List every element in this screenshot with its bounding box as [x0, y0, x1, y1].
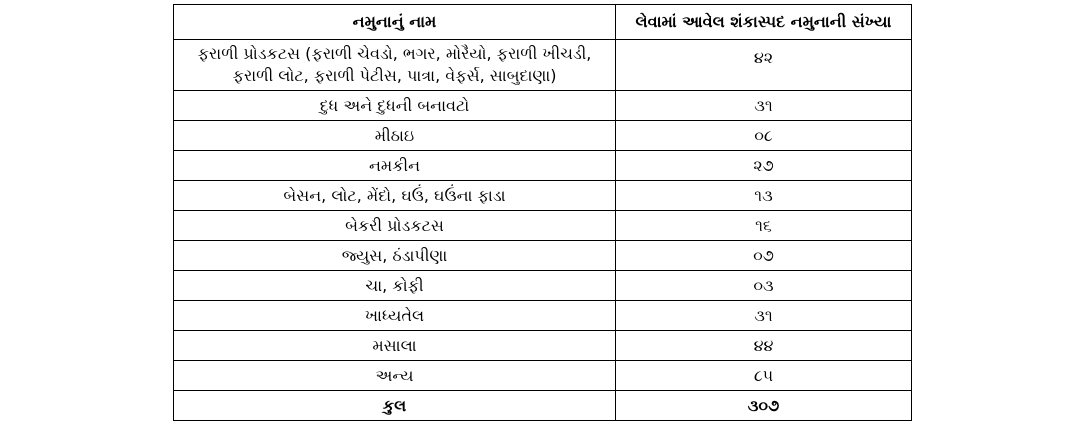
sample-count-cell: ૩૧ [616, 301, 912, 331]
table-row [174, 241, 912, 271]
sample-name-cell: બેકરી પ્રોડકટસ [174, 211, 616, 241]
table-row [174, 91, 912, 121]
total-label: કુલ [174, 391, 616, 421]
sample-name-cell: દુધ અને દુધની બનાવટો [174, 91, 616, 121]
sample-count-cell: ૧૬ [616, 211, 912, 241]
table-row [174, 361, 912, 391]
sample-count-cell: ૮૫ [616, 361, 912, 391]
table-row [174, 121, 912, 151]
sample-name-cell: ખાધ્યતેલ [174, 301, 616, 331]
sample-name-cell: નમકીન [174, 151, 616, 181]
table-row [174, 211, 912, 241]
sample-name-cell: અન્ય [174, 361, 616, 391]
sample-name-cell: જ્યુસ, ઠંડાપીણા [174, 241, 616, 271]
sample-name-cell: મસાલા [174, 331, 616, 361]
table-row [174, 181, 912, 211]
sample-count-cell: ૦૭ [616, 241, 912, 271]
sample-count-cell: ૦૩ [616, 271, 912, 301]
table-row [174, 271, 912, 301]
table-header-row [174, 5, 912, 40]
sample-count-cell: ૦૮ [616, 121, 912, 151]
table-row [174, 151, 912, 181]
sample-count-cell: ૪૪ [616, 331, 912, 361]
sample-count-cell: ૧૩ [616, 181, 912, 211]
sample-name-cell: બેસન, લોટ, મેંદો, ઘઉં, ઘઉંના ફાડા [174, 181, 616, 211]
sample-name-cell: ચા, કોફી [174, 271, 616, 301]
sample-count-cell: ૨૭ [616, 151, 912, 181]
total-row [174, 391, 912, 421]
sample-name-cell: મીઠાઇ [174, 121, 616, 151]
total-count: ૩૦૭ [616, 391, 912, 421]
table-row [174, 331, 912, 361]
table-row [174, 40, 912, 91]
table-row [174, 301, 912, 331]
sample-count-cell: ૩૧ [616, 91, 912, 121]
samples-table [173, 4, 912, 421]
sample-count-cell: ૪૨ [616, 40, 912, 91]
sample-name-cell: ફરાળી પ્રોડકટસ (ફરાળી ચેવડો, ભગર, મોરૈયો, ફરાળી ખીચડી, ફરાળી લોટ, ફરાળી પેટીસ, પાત્રા, વેફર્સ, સાબુદાણા) [174, 40, 616, 91]
header-sample-count: લેવામાં આવેલ શંકાસ્પદ નમુનાની સંખ્યા [616, 5, 912, 40]
header-sample-name: નમુનાનું નામ [174, 5, 616, 40]
